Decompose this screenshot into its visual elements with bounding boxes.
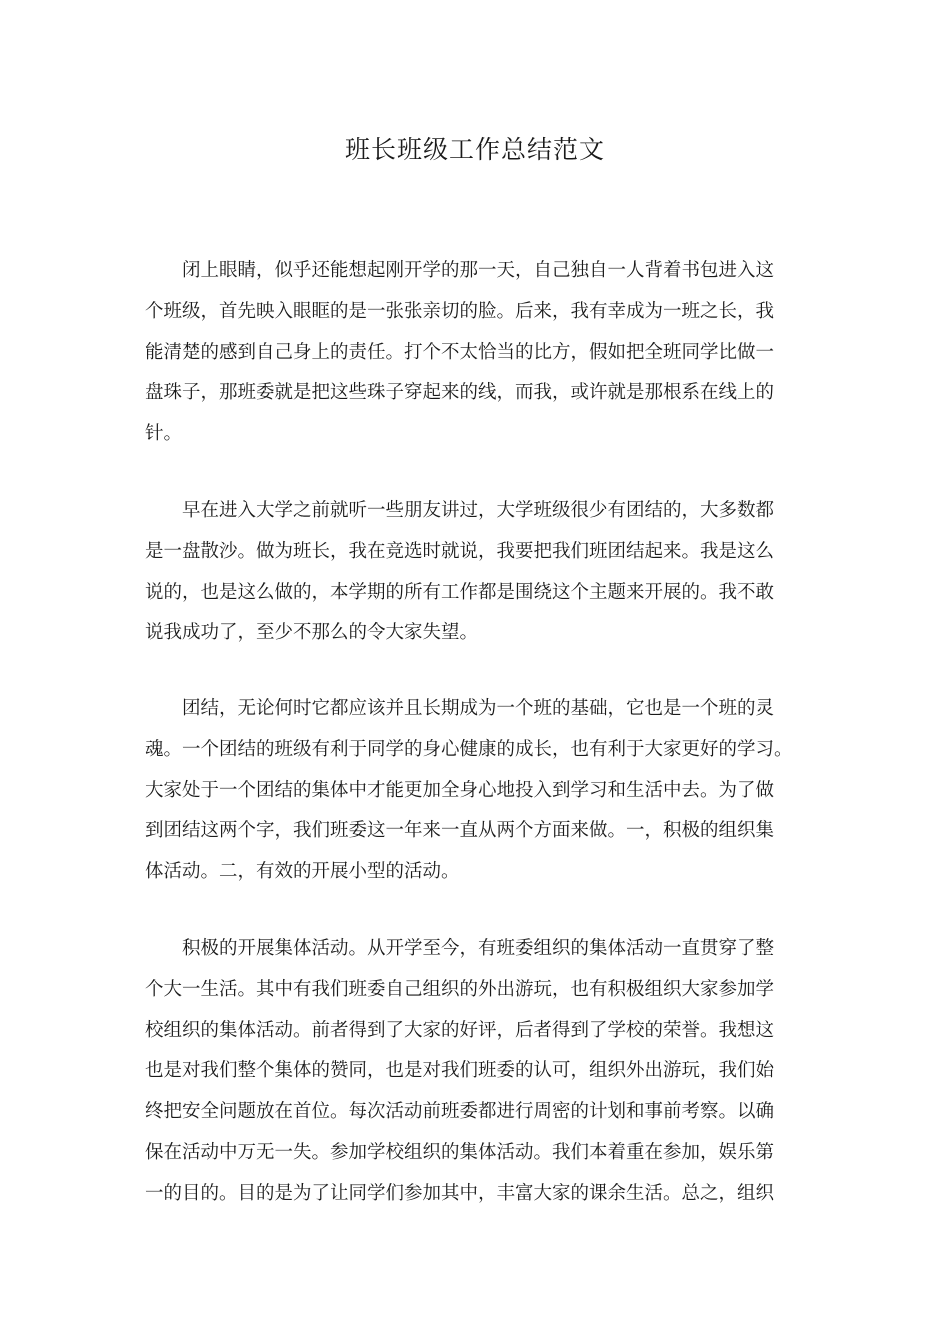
paragraph-line: 针。 — [145, 423, 183, 445]
paragraph-line: 也是对我们整个集体的赞同，也是对我们班委的认可，组织外出游玩，我们始 — [145, 1060, 775, 1082]
paragraph-line: 早在进入大学之前就听一些朋友讲过，大学班级很少有团结的，大多数都 — [182, 500, 775, 521]
paragraph-line: 体活动。二，有效的开展小型的活动。 — [145, 861, 460, 883]
paragraph-line: 校组织的集体活动。前者得到了大家的好评，后者得到了学校的荣誉。我想这 — [145, 1019, 775, 1041]
paragraph-1 — [145, 251, 810, 455]
document-title: 班长班级工作总结范文 — [344, 135, 605, 164]
paragraph-4 — [145, 929, 810, 1215]
paragraph-line: 一的目的。目的是为了让同学们参加其中，丰富大家的课余生活。总之，组织 — [145, 1182, 775, 1204]
paragraph-3 — [145, 689, 810, 893]
paragraph-line: 终把安全问题放在首位。每次活动前班委都进行周密的计划和事前考察。以确 — [145, 1101, 775, 1123]
paragraph-line: 大家处于一个团结的集体中才能更加全身心地投入到学习和生活中去。为了做 — [145, 779, 775, 801]
paragraph-line: 积极的开展集体活动。从开学至今，有班委组织的集体活动一直贯穿了整 — [182, 938, 775, 959]
paragraph-line: 个大一生活。其中有我们班委自己组织的外出游玩，也有积极组织大家参加学 — [145, 978, 775, 1000]
paragraph-line: 说的，也是这么做的，本学期的所有工作都是围绕这个主题来开展的。我不敢 — [145, 581, 775, 603]
paragraph-line: 盘珠子，那班委就是把这些珠子穿起来的线，而我，或许就是那根系在线上的 — [145, 382, 775, 404]
paragraph-line: 到团结这两个字，我们班委这一年来一直从两个方面来做。一，积极的组织集 — [145, 820, 775, 842]
paragraph-line: 是一盘散沙。做为班长，我在竞选时就说，我要把我们班团结起来。我是这么 — [145, 540, 775, 562]
paragraph-line: 能清楚的感到自己身上的责任。打个不太恰当的比方，假如把全班同学比做一 — [145, 341, 775, 363]
paragraph-line: 说我成功了，至少不那么的令大家失望。 — [145, 622, 479, 644]
paragraph-2 — [145, 491, 810, 654]
paragraph-line: 团结，无论何时它都应该并且长期成为一个班的基础，它也是一个班的灵 — [182, 698, 775, 719]
paragraph-line: 闭上眼睛，似乎还能想起刚开学的那一天，自己独自一人背着书包进入这 — [182, 260, 775, 281]
paragraph-line: 保在活动中万无一失。参加学校组织的集体活动。我们本着重在参加，娱乐第 — [145, 1141, 775, 1163]
paragraph-line: 个班级，首先映入眼眶的是一张张亲切的脸。后来，我有幸成为一班之长，我 — [145, 300, 775, 322]
paragraph-line: 魂。一个团结的班级有利于同学的身心健康的成长，也有利于大家更好的学习。 — [145, 738, 793, 760]
